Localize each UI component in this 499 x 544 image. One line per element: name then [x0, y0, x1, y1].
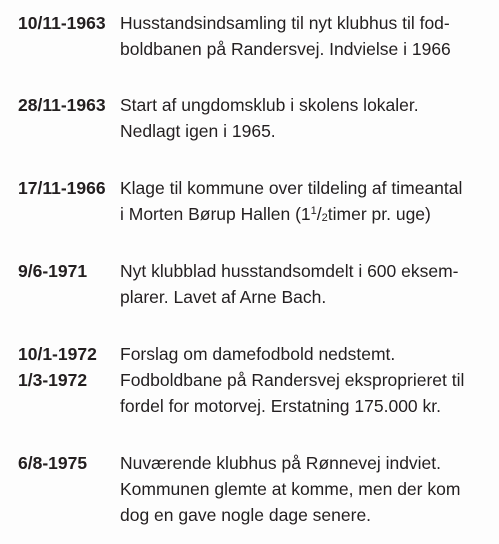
entry-date: 9/6-1971 [18, 261, 88, 281]
entry-line: plarer. Lavet af Arne Bach. [120, 287, 327, 307]
entry-text [120, 450, 492, 528]
line-text: timer pr. uge) [327, 204, 431, 224]
fraction-denominator: 2 [321, 212, 328, 224]
entry-text [120, 367, 492, 419]
entry-line: Nyt klubblad husstandsomdelt i 600 eksem- [120, 261, 459, 281]
entry-date: 1/3-1972 [18, 370, 88, 390]
entry-line: Forslag om damefodbold nedstemt. [120, 344, 396, 364]
entry-text [120, 175, 492, 227]
entry-date: 10/1-1972 [18, 344, 97, 364]
fraction-slash: / [316, 204, 322, 224]
entry-line: dog en gave nogle dage senere. [120, 505, 372, 525]
entry-date: 17/11-1966 [18, 178, 106, 198]
entry-line: Kommunen glemte at komme, men der kom [120, 479, 461, 499]
entry-text [120, 258, 492, 310]
entry-line: Husstandsindsamling til nyt klubhus til fod- [120, 13, 450, 33]
entry-line: fordel for motorvej. Erstatning 175.000 kr. [120, 396, 441, 416]
entry-line: Fodboldbane på Randersvej eksproprieret til [120, 370, 465, 390]
entry-line: Start af ungdomsklub i skolens lokaler. [120, 95, 419, 115]
entry-line: boldbanen på Randersvej. Indvielse i 1966 [120, 39, 451, 59]
entry-text [120, 341, 492, 367]
line-text: i Morten Børup Hallen (1 [120, 204, 311, 224]
entry-date: 28/11-1963 [18, 95, 106, 115]
entry-line-fraction [120, 201, 492, 227]
entry-line: Nuværende klubhus på Rønnevej indviet. [120, 453, 442, 473]
entry-date: 6/8-1975 [18, 453, 88, 473]
entry-line: Klage til kommune over tildeling af timeantal [120, 178, 463, 198]
entry-line: Nedlagt igen i 1965. [120, 121, 276, 141]
fraction-numerator: 1 [310, 205, 317, 217]
entry-text [120, 92, 492, 144]
entry-date: 10/11-1963 [18, 13, 106, 33]
entry-text [120, 10, 492, 62]
